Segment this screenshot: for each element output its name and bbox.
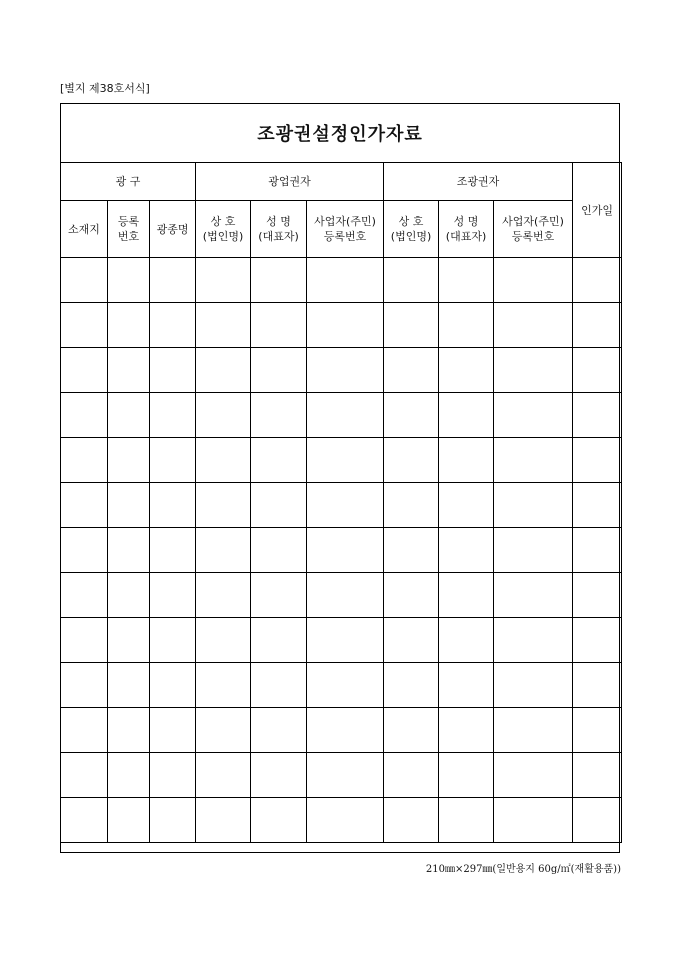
table-cell (307, 708, 384, 753)
table-cell (61, 438, 108, 483)
table-cell (196, 303, 251, 348)
table-cell (307, 798, 384, 843)
table-cell (150, 573, 196, 618)
table-cell (439, 258, 494, 303)
table-cell (384, 708, 439, 753)
table-cell (384, 798, 439, 843)
table-cell (307, 573, 384, 618)
table-cell (150, 483, 196, 528)
table-cell (150, 618, 196, 663)
table-cell (150, 708, 196, 753)
table-row (61, 528, 622, 573)
table-cell (439, 528, 494, 573)
table-cell (439, 348, 494, 393)
table-cell (307, 258, 384, 303)
table-row (61, 258, 622, 303)
table-cell (384, 258, 439, 303)
table-cell (494, 303, 573, 348)
table-cell (494, 708, 573, 753)
table-cell (251, 438, 307, 483)
table-cell (251, 303, 307, 348)
table-row (61, 663, 622, 708)
table-cell (150, 303, 196, 348)
table-cell (573, 618, 622, 663)
table-cell (61, 303, 108, 348)
paper-spec-footer: 210㎜×297㎜(일반용지 60g/㎡(재활용품)) (425, 864, 621, 875)
table-cell (251, 393, 307, 438)
table-cell (573, 393, 622, 438)
table-cell (573, 753, 622, 798)
table-cell (108, 798, 150, 843)
table-cell (307, 348, 384, 393)
table-cell (307, 663, 384, 708)
table-cell (384, 303, 439, 348)
table-cell (384, 438, 439, 483)
table-cell (196, 663, 251, 708)
table-cell (494, 573, 573, 618)
table-cell (196, 573, 251, 618)
table-cell (61, 753, 108, 798)
col-mining-business-number: 사업자(주민) 등록번호 (307, 201, 384, 258)
table-cell (439, 438, 494, 483)
table-cell (251, 753, 307, 798)
table-cell (108, 258, 150, 303)
table-cell (196, 528, 251, 573)
table-cell (494, 798, 573, 843)
table-cell (108, 663, 150, 708)
table-cell (251, 483, 307, 528)
table-cell (251, 528, 307, 573)
table-cell (251, 708, 307, 753)
document-title: 조광권설정인가자료 (257, 124, 423, 145)
table-cell (439, 483, 494, 528)
table-row (61, 303, 622, 348)
table-cell (150, 528, 196, 573)
table-cell (494, 258, 573, 303)
table-row (61, 348, 622, 393)
table-cell (196, 258, 251, 303)
table-cell (494, 348, 573, 393)
table-cell (307, 303, 384, 348)
table-cell (108, 348, 150, 393)
table-cell (494, 618, 573, 663)
table-cell (61, 483, 108, 528)
table-cell (307, 483, 384, 528)
table-cell (384, 618, 439, 663)
table-cell (573, 348, 622, 393)
table-cell (439, 798, 494, 843)
table-cell (494, 663, 573, 708)
table-cell (251, 663, 307, 708)
table-cell (439, 573, 494, 618)
table-cell (108, 528, 150, 573)
table-cell (307, 438, 384, 483)
table-cell (384, 573, 439, 618)
header-mine-district: 광 구 (61, 163, 196, 201)
table-cell (108, 483, 150, 528)
table-row (61, 618, 622, 663)
table-cell (196, 798, 251, 843)
table-row (61, 393, 622, 438)
table-cell (61, 798, 108, 843)
table-row (61, 573, 622, 618)
table-cell (439, 663, 494, 708)
table-cell (108, 618, 150, 663)
table-cell (108, 708, 150, 753)
table-cell (196, 348, 251, 393)
header-approval-date: 인가일 (573, 163, 622, 258)
table-cell (439, 393, 494, 438)
group-header-row (61, 163, 622, 201)
table-cell (196, 618, 251, 663)
table-cell (61, 573, 108, 618)
table-cell (108, 573, 150, 618)
col-mineral-name: 광종명 (150, 201, 196, 258)
table-cell (494, 483, 573, 528)
table-cell (384, 528, 439, 573)
table-cell (150, 753, 196, 798)
table-cell (494, 528, 573, 573)
table-cell (196, 393, 251, 438)
table-cell (150, 258, 196, 303)
table-cell (573, 528, 622, 573)
table-cell (307, 753, 384, 798)
table-cell (494, 393, 573, 438)
table-cell (61, 528, 108, 573)
table-cell (251, 798, 307, 843)
table-cell (573, 303, 622, 348)
table-cell (196, 753, 251, 798)
table-cell (494, 438, 573, 483)
table-cell (108, 393, 150, 438)
table-cell (439, 753, 494, 798)
table-cell (61, 348, 108, 393)
table-cell (573, 573, 622, 618)
table-cell (384, 663, 439, 708)
table-cell (61, 258, 108, 303)
table-row (61, 438, 622, 483)
table-cell (150, 348, 196, 393)
table-cell (573, 438, 622, 483)
table-cell (573, 483, 622, 528)
table-cell (573, 663, 622, 708)
table-cell (108, 753, 150, 798)
table-cell (61, 618, 108, 663)
table-cell (307, 393, 384, 438)
col-lease-company-name: 상 호 (법인명) (384, 201, 439, 258)
table-cell (108, 438, 150, 483)
table-cell (384, 483, 439, 528)
table-cell (108, 303, 150, 348)
table-cell (251, 573, 307, 618)
form-frame (60, 103, 620, 853)
col-lease-business-number: 사업자(주민) 등록번호 (494, 201, 573, 258)
table-row (61, 798, 622, 843)
table-cell (439, 708, 494, 753)
table-cell (150, 663, 196, 708)
table-cell (307, 528, 384, 573)
table-cell (251, 258, 307, 303)
table-row (61, 708, 622, 753)
table-cell (384, 753, 439, 798)
table-row (61, 483, 622, 528)
col-registration-number: 등록 번호 (108, 201, 150, 258)
table-cell (196, 438, 251, 483)
col-mining-representative: 성 명 (대표자) (251, 201, 307, 258)
table-cell (439, 618, 494, 663)
table-cell (439, 303, 494, 348)
table-cell (384, 393, 439, 438)
table-cell (384, 348, 439, 393)
table-cell (150, 798, 196, 843)
table-cell (494, 753, 573, 798)
table-cell (150, 393, 196, 438)
col-lease-representative: 성 명 (대표자) (439, 201, 494, 258)
table-row (61, 753, 622, 798)
table-cell (196, 708, 251, 753)
table-cell (61, 663, 108, 708)
column-header-row (61, 201, 622, 258)
header-mining-right-holder: 광업권자 (196, 163, 384, 201)
table-cell (150, 438, 196, 483)
table-cell (61, 393, 108, 438)
table-cell (196, 483, 251, 528)
table-cell (573, 708, 622, 753)
approval-table (60, 162, 622, 843)
table-cell (251, 348, 307, 393)
table-cell (251, 618, 307, 663)
col-location: 소재지 (61, 201, 108, 258)
table-cell (573, 258, 622, 303)
form-number-label: [별지 제38호서식] (60, 82, 150, 95)
table-cell (573, 798, 622, 843)
header-lease-right-holder: 조광권자 (384, 163, 573, 201)
col-mining-company-name: 상 호 (법인명) (196, 201, 251, 258)
table-cell (61, 708, 108, 753)
table-cell (307, 618, 384, 663)
